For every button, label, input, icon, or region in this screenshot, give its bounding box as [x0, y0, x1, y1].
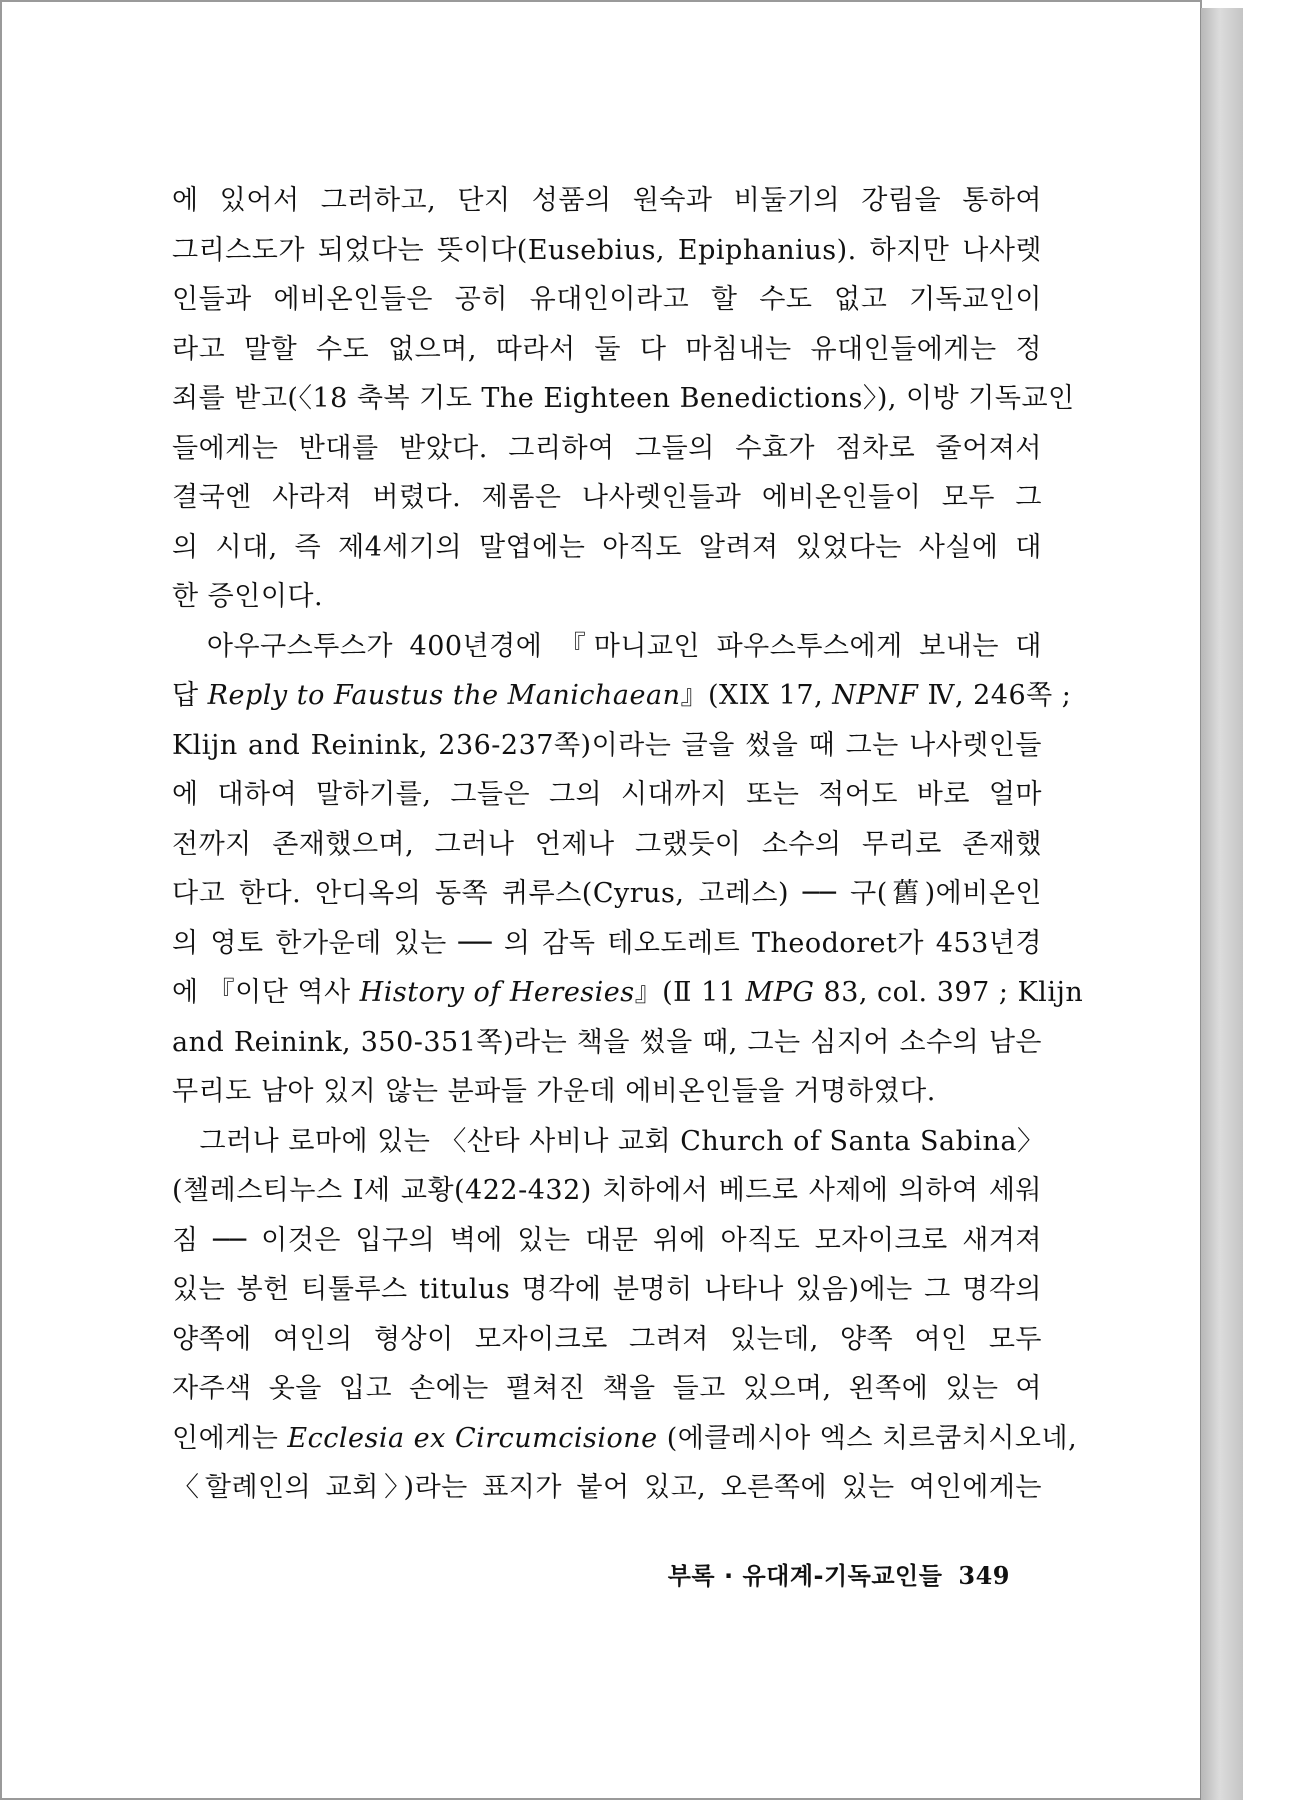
text-line: 에 있어서 그러하고, 단지 성품의 원숙과 비둘기의 강림을 통하여: [172, 185, 1042, 216]
text-line: 있는 봉헌 티툴루스 titulus 명각에 분명히 나타나 있음)에는 그 명각의: [172, 1274, 1042, 1305]
text-line: 결국엔 사라져 버렸다. 제롬은 나사렛인들과 에비온인들이 모두 그: [172, 482, 1042, 513]
text-line: 인에게는 Ecclesia ex Circumcisione (에클레시아 엑스 치르쿰치시오네,: [172, 1422, 1078, 1454]
text-line: 다고 한다. 안디옥의 동쪽 퀴루스(Cyrus, 고레스) ── 구(舊)에비온인: [172, 878, 1042, 909]
body-text: [172, 176, 1084, 1513]
text-line: 양쪽에 여인의 형상이 모자이크로 그려져 있는데, 양쪽 여인 모두: [172, 1323, 1042, 1355]
text-line: 한 증인이다.: [172, 581, 324, 612]
text-line: 무리도 남아 있지 않는 분파들 가운데 에비온인들을 거명하였다.: [172, 1076, 936, 1107]
text-line: 자주색 옷을 입고 손에는 펼쳐진 책을 들고 있으며, 왼쪽에 있는 여: [172, 1373, 1042, 1404]
text-line: (첼레스티누스 I세 교황(422-432) 치하에서 베드로 사제에 의하여 세워: [172, 1175, 1042, 1206]
text-line: 〈할례인의 교회〉)라는 표지가 붙어 있고, 오른쪽에 있는 여인에게는: [172, 1472, 1042, 1503]
text-line: 전까지 존재했으며, 그러나 언제나 그랬듯이 소수의 무리로 존재했: [172, 828, 1042, 860]
text-line: 들에게는 반대를 받았다. 그리하여 그들의 수효가 점차로 줄어져서: [172, 432, 1042, 464]
text-line: 짐 ── 이것은 입구의 벽에 있는 대문 위에 아직도 모자이크로 새겨져: [172, 1224, 1042, 1256]
text-line: 에 대하여 말하기를, 그들은 그의 시대까지 또는 적어도 바로 얼마: [172, 779, 1042, 810]
text-line: Klijn and Reinink, 236-237쪽)이라는 글을 썼을 때 그는 나사렛인들: [172, 729, 1042, 761]
text-line: 인들과 에비온인들은 공히 유대인이라고 할 수도 없고 기독교인이: [172, 284, 1042, 315]
text-line: 그러나 로마에 있는 〈산타 사비나 교회 Church of Santa Sabina〉: [172, 1125, 1045, 1157]
text-line: 답 Reply to Faustus the Manichaean』(XIX 17, NPNF Ⅳ, 246쪽 ;: [172, 680, 1072, 711]
text-line: 그리스도가 되었다는 뜻이다(Eusebius, Epiphanius). 하지만 나사렛: [172, 234, 1042, 266]
page-edge-shadow: [1200, 8, 1243, 1800]
page-footer: [660, 1556, 1010, 1591]
text-line: 죄를 받고(〈18 축복 기도 The Eighteen Benedictions〉), 이방 기독교인: [172, 383, 1075, 414]
text-line: 아우구스투스가 400년경에 『마니교인 파우스투스에게 보내는 대: [172, 630, 1042, 662]
text-line: 의 영토 한가운데 있는 ── 의 감독 테오도레트 Theodoret가 453년경: [172, 927, 1042, 959]
text-line: and Reinink, 350-351쪽)라는 책을 썼을 때, 그는 심지어 소수의 남은: [172, 1026, 1042, 1058]
text-line: 의 시대, 즉 제4세기의 말엽에는 아직도 알려져 있었다는 사실에 대: [172, 531, 1042, 563]
running-head: 부록 · 유대계-기독교인들: [667, 1562, 943, 1590]
text-line: 에 『이단 역사 History of Heresies』(Ⅱ 11 MPG 83, col. 397 ; Klijn: [172, 977, 1084, 1008]
text-line: 라고 말할 수도 없으며, 따라서 둘 다 마침내는 유대인들에게는 정: [172, 333, 1042, 365]
page-number: 349: [958, 1561, 1010, 1590]
